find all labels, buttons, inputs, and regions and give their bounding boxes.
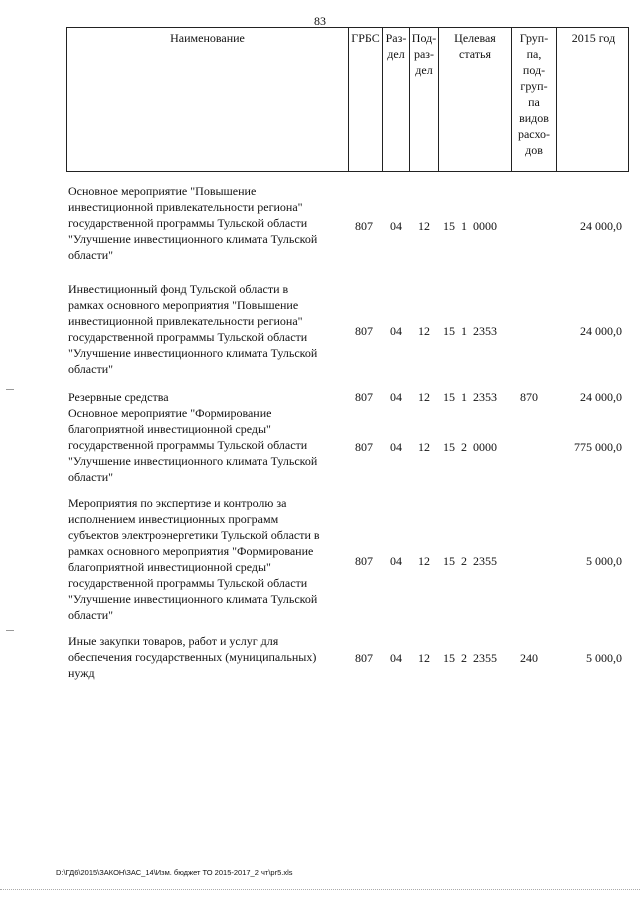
scan-edge-line (0, 889, 640, 890)
row-name: Инвестиционный фонд Тульской области в рамках основного мероприятия "Повышение инвестиционной привлекательности региона" государственной программы Тульской области "Улучшение инвестиционного климата Тульской области" (68, 282, 318, 376)
row-name: Основное мероприятие "Формирование благоприятной инвестиционной среды" государственной программы Тульской области "Улучшение инвестиционного климата Тульской области" (68, 406, 318, 484)
row-razdel: 04 (390, 440, 402, 454)
row-sum: 24 000,0 (580, 219, 622, 233)
header-podrazdel: Под- раз- дел (409, 28, 438, 171)
margin-mark (6, 630, 14, 631)
row-sum: 775 000,0 (574, 440, 622, 454)
row-name: Мероприятия по экспертизе и контролю за исполнением инвестиционных программ субъектов электроэнергетики Тульской области в рамках основного мероприятия "Формирование благоприятной инвестиционной среды" государственной программы Тульской области "Улучшение инвестиционного климата Тульской области" (68, 496, 320, 622)
header-name: Наименование (170, 31, 245, 45)
row-razdel: 04 (390, 651, 402, 665)
row-razdel: 04 (390, 324, 402, 338)
row-sum: 5 000,0 (586, 651, 622, 665)
header-group: Груп- па, под- груп- па видов расхо- дов (511, 28, 556, 171)
row-podrazdel: 12 (418, 440, 430, 454)
row-group: 240 (520, 651, 538, 665)
table-header (66, 27, 629, 172)
row-sum: 24 000,0 (580, 390, 622, 404)
row-razdel: 04 (390, 390, 402, 404)
row-name: Иные закупки товаров, работ и услуг для обеспечения государственных (муниципальных) нужд (68, 634, 317, 680)
row-grbs: 807 (355, 219, 373, 233)
row-grbs: 807 (355, 390, 373, 404)
header-razdel: Раз- дел (382, 28, 409, 171)
row-grbs: 807 (355, 554, 373, 568)
row-razdel: 04 (390, 219, 402, 233)
row-article: 15 1 0000 (443, 219, 497, 233)
row-sum: 24 000,0 (580, 324, 622, 338)
row-article: 15 1 2353 (443, 390, 497, 404)
row-podrazdel: 12 (418, 554, 430, 568)
row-razdel: 04 (390, 554, 402, 568)
row-podrazdel: 12 (418, 390, 430, 404)
header-article: Целевая статья (438, 28, 511, 171)
row-group: 870 (520, 390, 538, 404)
row-article: 15 2 2355 (443, 554, 497, 568)
margin-mark (6, 389, 14, 390)
row-grbs: 807 (355, 324, 373, 338)
header-grbs: ГРБС (348, 28, 382, 171)
row-podrazdel: 12 (418, 651, 430, 665)
row-sum: 5 000,0 (586, 554, 622, 568)
header-year: 2015 год (556, 28, 630, 171)
row-name: Основное мероприятие "Повышение инвестиционной привлекательности региона" государственной программы Тульской области "Улучшение инвестиционного климата Тульской области" (68, 184, 318, 262)
row-article: 15 1 2353 (443, 324, 497, 338)
row-article: 15 2 0000 (443, 440, 497, 454)
row-podrazdel: 12 (418, 324, 430, 338)
row-name: Резервные средства (68, 390, 169, 404)
row-podrazdel: 12 (418, 219, 430, 233)
row-article: 15 2 2355 (443, 651, 497, 665)
row-grbs: 807 (355, 440, 373, 454)
file-path-footer: D:\ГД6\2015\ЗАКОН\ЗАС_14\Изм. бюджет ТО 2015-2017_2 чт\pr5.xls (56, 868, 293, 877)
page-number: 83 (314, 14, 326, 28)
row-grbs: 807 (355, 651, 373, 665)
